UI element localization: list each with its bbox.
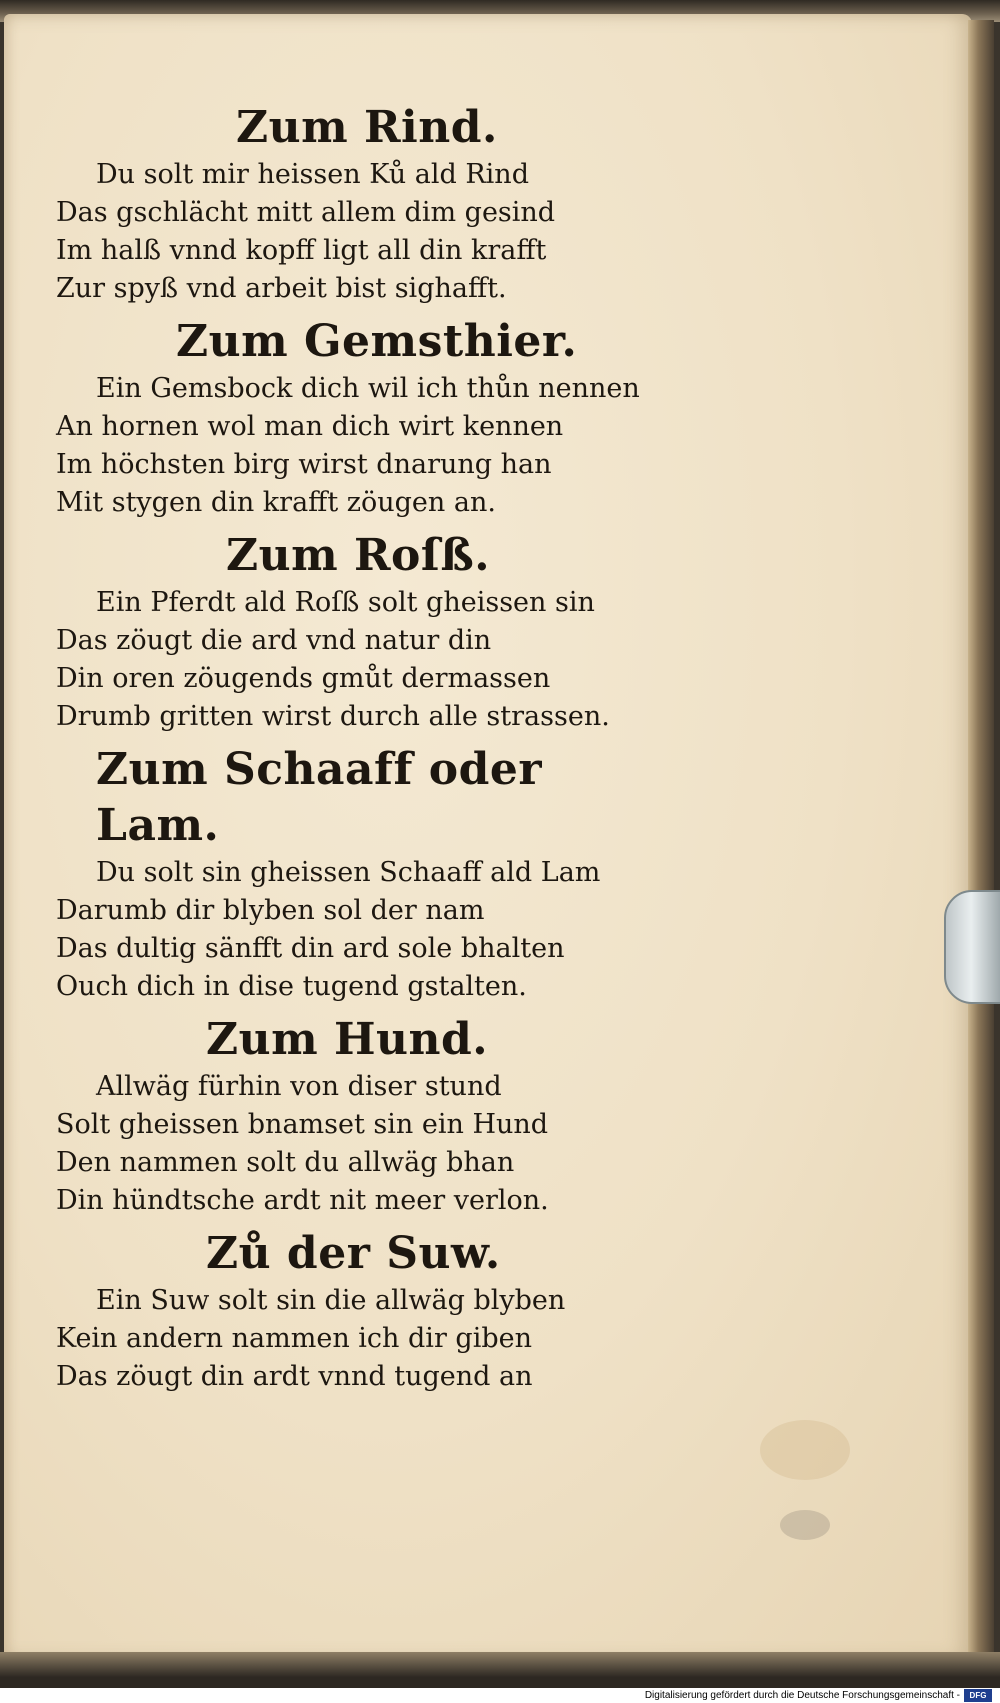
verse-line: An hornen wol man dich wirt kennen: [56, 411, 564, 442]
verse-line: Im höchsten birg wirst dnarung han: [56, 449, 552, 480]
stanza: [56, 742, 656, 1006]
funding-credit: Digitalisierung gefördert durch die Deutsche Forschungsgemeinschaft -: [644, 1690, 960, 1701]
verse-line: Ouch dich in dise tugend gstalten.: [56, 971, 527, 1002]
verse-line: Zur spyß vnd arbeit bist sighafft.: [56, 273, 507, 304]
verse-line: Kein andern nammen ich dir giben: [56, 1323, 533, 1354]
verse-line: Das dultig sänfft din ard sole bhalten: [56, 933, 565, 964]
stanza: [56, 528, 656, 736]
verse-line: Solt gheissen bnamset sin ein Hund: [56, 1109, 549, 1140]
poem-text: [56, 100, 656, 1402]
verse-line: Du solt mir heissen Ků ald Rind: [96, 159, 529, 190]
dfg-logo: DFG: [964, 1689, 992, 1702]
page-clip: [944, 890, 1000, 1004]
stanza-heading: Zum Rind.: [236, 102, 498, 153]
verse-line: Din hündtsche ardt nit meer verlon.: [56, 1185, 549, 1216]
verse-line: Ein Suw solt sin die allwäg blyben: [96, 1285, 566, 1316]
page-stain: [780, 1510, 830, 1540]
verse-line: Im halß vnnd kopff ligt all din krafft: [56, 235, 547, 266]
stanza: [56, 314, 656, 522]
verse-line: Din oren zöugends gmůt dermassen: [56, 663, 551, 694]
verse-line: Du solt sin gheissen Schaaff ald Lam: [96, 857, 601, 888]
verse-line: Das zöugt din ardt vnnd tugend an: [56, 1361, 533, 1392]
stanza-heading: Zum Schaaff oder Lam.: [96, 744, 543, 851]
verse-line: Allwäg fürhin von diser stund: [96, 1071, 502, 1102]
stanza-heading: Zů der Suw.: [206, 1228, 501, 1279]
stanza: [56, 1226, 656, 1396]
verse-line: Mit stygen din krafft zöugen an.: [56, 487, 496, 518]
verse-line: Den nammen solt du allwäg bhan: [56, 1147, 515, 1178]
verse-line: Das zöugt die ard vnd natur din: [56, 625, 492, 656]
stanza: [56, 100, 656, 308]
book-fore-edge: [968, 20, 994, 1660]
stanza-heading: Zum Gemsthier.: [176, 316, 578, 367]
verse-line: Ein Gemsbock dich wil ich thůn nennen: [96, 373, 640, 404]
verse-line: Das gschlächt mitt allem dim gesind: [56, 197, 556, 228]
stanza-heading: Zum Hund.: [206, 1014, 489, 1065]
stanza-heading: Zum Roſß.: [226, 530, 491, 581]
verse-line: Darumb dir blyben sol der nam: [56, 895, 485, 926]
page-stain: [760, 1420, 850, 1480]
stanza: [56, 1012, 656, 1220]
book-bottom-edge: [0, 1652, 1000, 1688]
verse-line: Drumb gritten wirst durch alle strassen.: [56, 701, 610, 732]
verse-line: Ein Pferdt ald Roſß solt gheissen sin: [96, 587, 595, 618]
